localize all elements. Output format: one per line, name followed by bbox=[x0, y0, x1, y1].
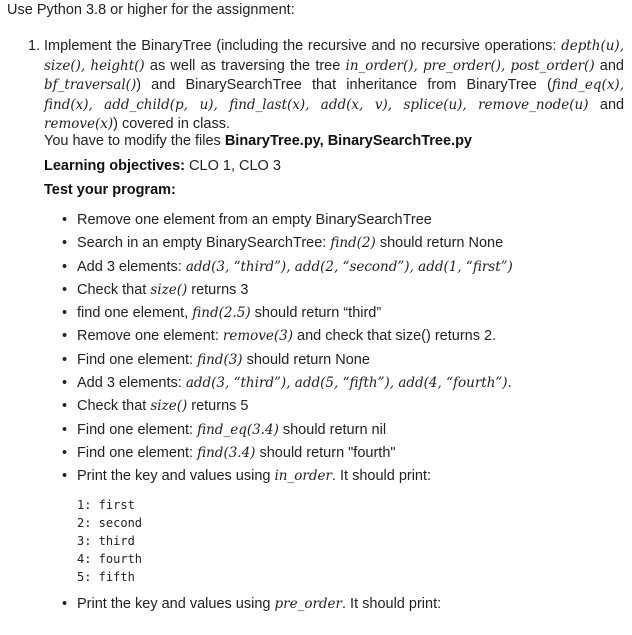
code-line: 2: second bbox=[77, 516, 143, 530]
list-item: • Check that size() returns 5 bbox=[62, 395, 513, 418]
op-height: height() bbox=[90, 57, 145, 74]
task-text: as well as traversing the tree bbox=[149, 57, 341, 74]
list-item: • Find one element: find(3) should return None bbox=[62, 349, 513, 372]
op-bf-traversal: bf_traversal() bbox=[44, 77, 137, 93]
op-remove-node: remove_node(u) bbox=[478, 96, 589, 113]
op-splice: splice(u), bbox=[403, 96, 467, 113]
modify-prefix: You have to modify the files bbox=[44, 133, 225, 149]
test-heading-text: Test your program: bbox=[44, 182, 176, 198]
code-output bbox=[77, 496, 142, 586]
task-text: and bbox=[599, 96, 625, 113]
op-depth: depth(u), bbox=[561, 38, 624, 54]
list-item: • Print the key and values using pre_order. It should print: bbox=[62, 593, 441, 616]
task-description bbox=[44, 37, 624, 135]
op-post-order: post_order() bbox=[510, 57, 595, 74]
learning-objectives bbox=[44, 158, 281, 174]
list-item: • Find one element: find(3.4) should return "fourth" bbox=[62, 442, 513, 465]
list-item: • Remove one element from an empty BinarySearchTree bbox=[62, 209, 513, 232]
list-item: • Find one element: find_eq(3.4) should return nil bbox=[62, 419, 513, 442]
list-item: • Check that size() returns 3 bbox=[62, 279, 513, 302]
list-item: • Search in an empty BinarySearchTree: find(2) should return None bbox=[62, 232, 513, 255]
code-line: 3: third bbox=[77, 534, 135, 548]
op-add-child: add_child(p, u), bbox=[104, 96, 218, 113]
learning-value: CLO 1, CLO 3 bbox=[189, 158, 281, 174]
list-item: • Add 3 elements: add(3, “third”), add(2, “second”), add(1, “first”) bbox=[62, 256, 513, 279]
code-line: 1: first bbox=[77, 498, 135, 512]
op-remove: remove(x) bbox=[44, 116, 114, 132]
modify-files: BinaryTree.py, BinarySearchTree.py bbox=[224, 133, 472, 149]
task-text: ) and BinarySearchTree that inheritance from BinaryTree ( bbox=[136, 77, 552, 93]
test-heading bbox=[44, 182, 176, 198]
op-pre-order: pre_order(), bbox=[422, 57, 506, 74]
op-in-order: in_order(), bbox=[345, 57, 418, 74]
modify-files-line bbox=[44, 133, 472, 149]
op-add: add(x, v), bbox=[320, 96, 393, 113]
intro-text: Use Python 3.8 or higher for the assignment: bbox=[7, 2, 295, 18]
list-item: • Print the key and values using in_order. It should print: bbox=[62, 465, 513, 488]
code-line: 4: fourth bbox=[77, 552, 143, 566]
op-find: find(x), bbox=[44, 96, 93, 113]
learning-label: Learning objectives: bbox=[44, 158, 186, 174]
list-item: • Add 3 elements: add(3, “third”), add(5, “fifth”), add(4, “fourth”). bbox=[62, 372, 513, 395]
list-item: • find one element, find(2.5) should return “third” bbox=[62, 302, 513, 325]
task-number: 1. bbox=[28, 38, 41, 54]
code-line: 5: fifth bbox=[77, 570, 135, 584]
task-item-1 bbox=[28, 37, 624, 135]
op-find-last: find_last(x), bbox=[229, 96, 310, 113]
task-text: and bbox=[599, 57, 624, 74]
op-find-eq: find_eq(x), bbox=[551, 77, 624, 93]
list-item: • Remove one element: remove(3) and check that size() returns 2. bbox=[62, 325, 513, 348]
task-text: Implement the BinaryTree (including the recursive and no recursive operations: bbox=[44, 38, 557, 54]
op-size: size(), bbox=[44, 57, 86, 74]
test-list bbox=[62, 209, 513, 489]
task-text: ) covered in class. bbox=[113, 116, 230, 132]
